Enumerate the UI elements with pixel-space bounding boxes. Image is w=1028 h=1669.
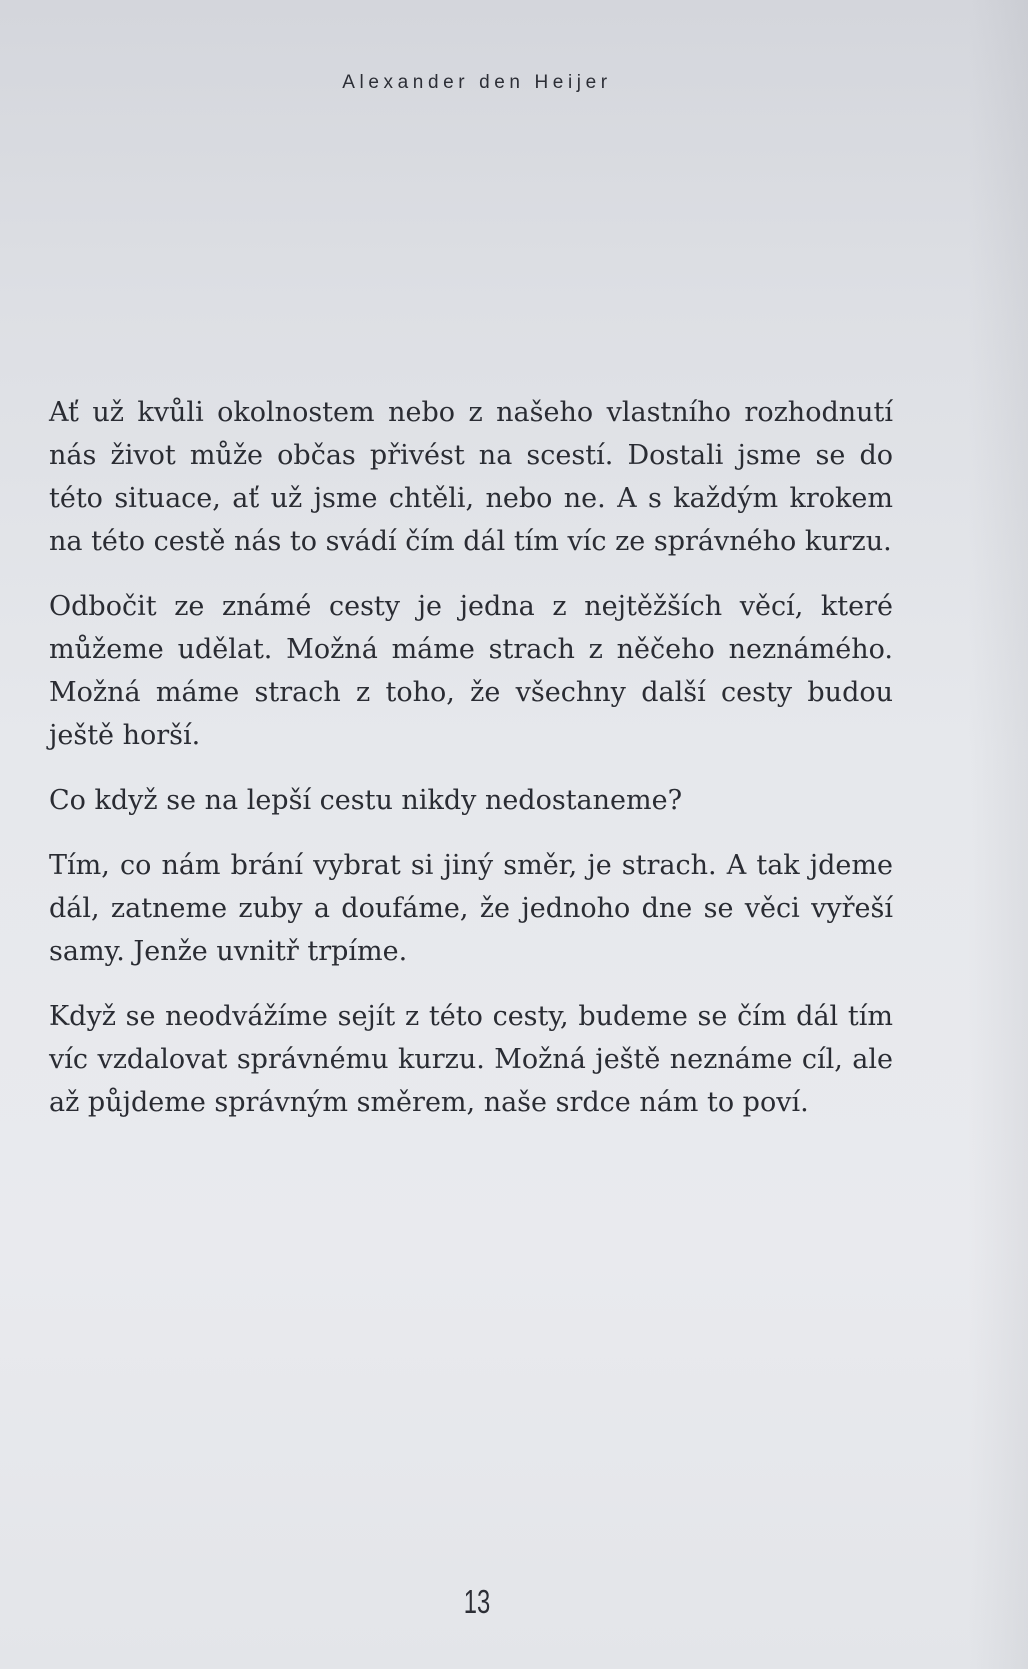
page-edge-shadow [968,0,1028,1669]
paragraph: Odbočit ze známé cesty je jedna z nejtěžších věcí, které můžeme udělat. Možná máme strach z něčeho neznámého. Možná máme strach z toho, že všechny další cesty budou ještě horší. [49,591,893,751]
running-header: Alexander den Heijer [342,72,612,93]
paragraph: Když se neodvážíme sejít z této cesty, budeme se čím dál tím víc vzdalovat správnému kurzu. Možná ještě neznáme cíl, ale až půjdeme správným směrem, naše srdce nám to poví. [49,1001,893,1118]
body-text [49,391,893,1146]
page-number: 13 [463,1583,491,1620]
paragraph: Ať už kvůli okolnostem nebo z našeho vlastního rozhodnutí nás život může občas přivést na scestí. Dostali jsme se do této situace, ať už jsme chtěli, nebo ne. A s každým krokem na této cestě nás to svádí čím dál tím víc ze správného kurzu. [49,397,893,557]
paragraph: Co když se na lepší cestu nikdy nedostaneme? [49,785,683,816]
paragraph: Tím, co nám brání vybrat si jiný směr, je strach. A tak jdeme dál, zatneme zuby a doufáme, že jednoho dne se věci vyřeší samy. Jenže uvnitř trpíme. [49,850,893,967]
